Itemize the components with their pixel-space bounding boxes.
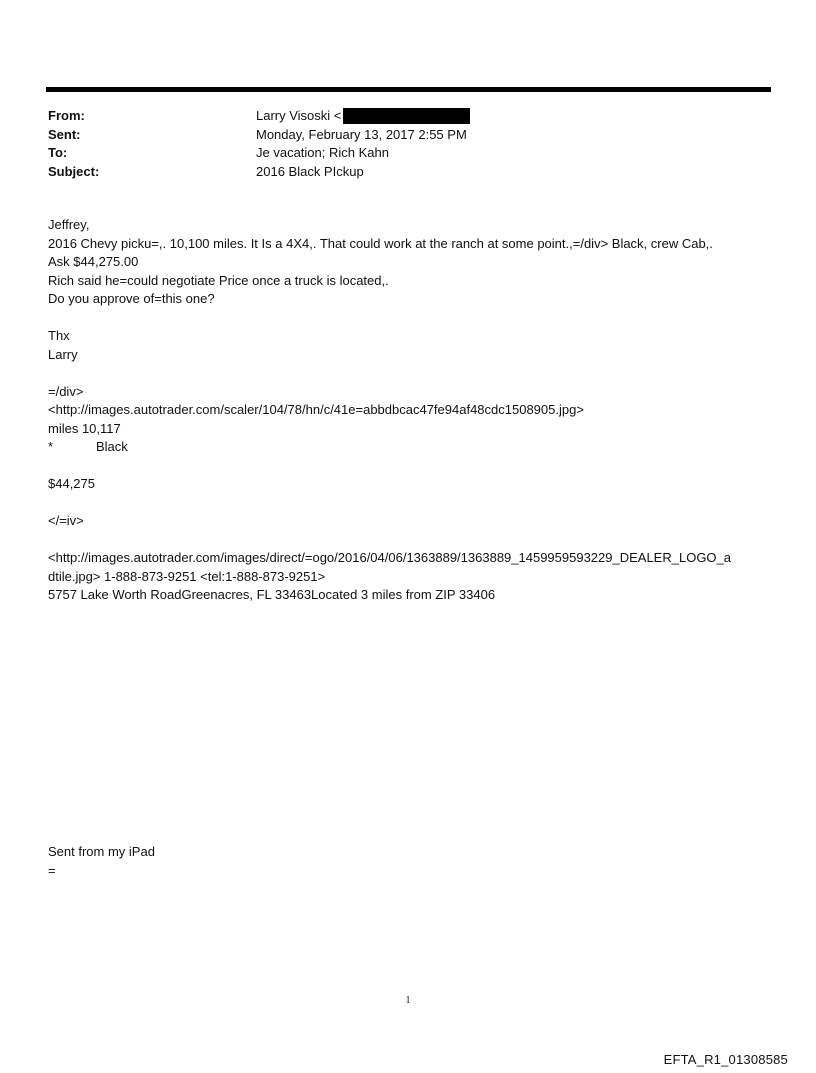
to-row [48,144,768,163]
to-value: Je vacation; Rich Kahn [256,145,389,160]
subject-label: Subject: [48,163,100,179]
document-id: EFTA_R1_01308585 [663,1052,788,1067]
from-label: From: [48,108,85,123]
subject-value: 2016 Black PIckup [256,163,364,179]
sent-from-line: Sent from my iPad [48,844,155,859]
body-line-1: 2016 Chevy picku=,. 10,100 miles. It Is a 4X4,. That could work at the ranch at some point.,=/div> Black, crew Cab,. [48,235,713,251]
page-number: 1 [405,995,411,1006]
logo-url-line-2: dtile.jpg> 1-888-873-9251 <tel:1-888-873-9251> [48,568,326,584]
bullet-mark: * [48,439,54,454]
to-label: To: [48,145,68,160]
sent-row [48,126,768,145]
dealer-address: 5757 Lake Worth RoadGreenacres, FL 33463Located 3 miles from ZIP 33406 [48,587,496,602]
signature: Larry [48,346,78,362]
image-url: <http://images.autotrader.com/scaler/104/78/hn/c/41e=abbdbcac47fe94af48cdc1508905.jpg> [48,402,584,417]
email-body [48,216,778,605]
body-line-2: Ask $44,275.00 [48,254,139,269]
closing [48,843,155,880]
from-value: Larry Visoski < [256,108,342,123]
email-header [48,107,768,181]
iv-close: </=iv> [48,513,84,528]
bullet-text: Black [96,439,128,454]
equals-line: = [48,862,56,878]
price: $44,275 [48,476,95,491]
thanks: Thx [48,328,70,343]
logo-url-line-1: <http://images.autotrader.com/images/direct/=ogo/2016/04/06/1363889/1363889_1459959593229_DEALER_LOGO_a [48,550,732,565]
sent-value: Monday, February 13, 2017 2:55 PM [256,126,467,142]
subject-row [48,163,768,182]
div-close: =/div> [48,383,84,399]
greeting: Jeffrey, [48,217,90,232]
spacer [48,531,778,550]
body-line-4: Do you approve of=this one? [48,291,215,306]
header-rule [46,87,771,92]
sent-label: Sent: [48,126,81,142]
spacer [48,364,778,383]
spacer [48,494,778,513]
bullet-item [48,438,778,457]
from-row [48,107,768,126]
miles: miles 10,117 [48,420,121,436]
from-value-wrap [256,107,470,126]
body-line-3: Rich said he=could negotiate Price once a truck is located,. [48,272,389,288]
spacer [48,309,778,328]
spacer [48,457,778,476]
redaction-block [343,108,470,124]
